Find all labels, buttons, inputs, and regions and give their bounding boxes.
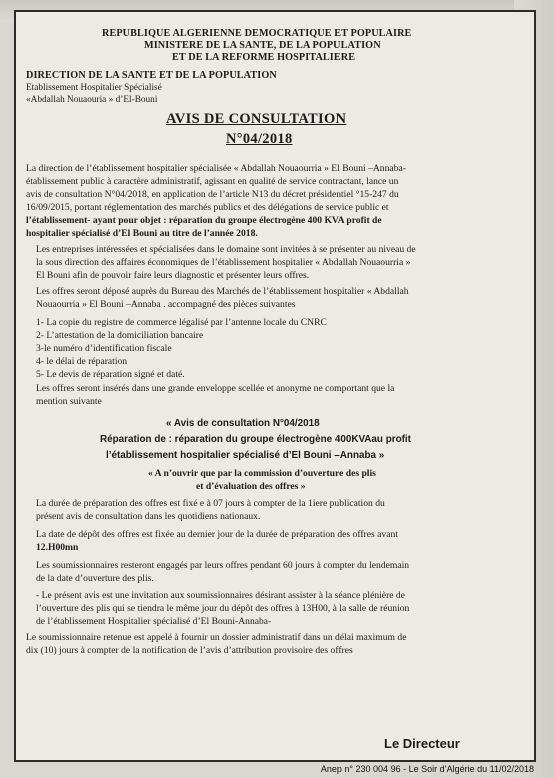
piece-item: 4- le délai de réparation xyxy=(36,356,128,367)
mention-line: « Avis de consultation N°04/2018 xyxy=(166,418,320,429)
para1-line: hospitalier spécialisé d’El Bouni au titre de l’année 2018. xyxy=(26,228,258,239)
para1-line: 16/09/2015, portant réglementation des marchés publics et des délégations de service public et xyxy=(26,202,389,213)
mention-line: « A n’ouvrir que par la commission d’ouverture des plis xyxy=(148,468,376,479)
establishment-name: «Abdallah Nouaouria » d’El-Bouni xyxy=(26,95,158,105)
etablissement-line: Etablissement Hospitalier Spécialisé xyxy=(26,83,162,93)
notice-box xyxy=(14,10,536,762)
para5-line: La durée de préparation des offres est fixé e à 07 jours à compter de la 1iere publication du xyxy=(36,498,385,509)
para4-line: Les offres seront insérés dans une grande enveloppe scellée et anonyme ne comportant que la xyxy=(36,383,395,394)
para4-line: mention suivante xyxy=(36,396,102,407)
para9-line: Le soumissionnaire retenue est appelé à fournir un dossier administratif dans un délai maximum de xyxy=(26,632,407,643)
piece-item: 5- Le devis de réparation signé et daté. xyxy=(36,369,185,380)
para1-line: établissement public à caractère administratif, agissant en qualité de service contractant, lance un xyxy=(26,176,399,187)
notice-number: N°04/2018 xyxy=(226,131,293,147)
para7-line: de la date d’ouverture des plis. xyxy=(36,573,154,584)
mention-line: et d’évaluation des offres » xyxy=(196,481,306,492)
para3-line: Les offres seront déposé auprès du Bureau des Marchés de l’établissement hospitalier « Abdallah xyxy=(36,286,409,297)
ministry-line-2: ET DE LA REFORME HOSPITALIERE xyxy=(172,52,356,63)
piece-item: 3-le numéro d’identification fiscale xyxy=(36,343,172,354)
republic-line: REPUBLIQUE ALGERIENNE DEMOCRATIQUE ET POPULAIRE xyxy=(102,28,412,39)
signature: Le Directeur xyxy=(384,736,460,751)
piece-item: 1- La copie du registre de commerce légalisé par l’antenne locale du CNRC xyxy=(36,317,327,328)
para9-line: dix (10) jours à compter de la notification de l’avis d’attribution provisoire des offres xyxy=(26,645,353,656)
piece-item: 2- L’attestation de la domiciliation bancaire xyxy=(36,330,204,341)
para2-line: Les entreprises intéressées et spécialisées dans le domaine sont invitées à se présenter au niveau de xyxy=(36,244,416,255)
para1-line: La direction de l’établissement hospitalier spécialisée « Abdallah Nouaourria » El Bouni –Annaba- xyxy=(26,163,406,174)
direction-line: DIRECTION DE LA SANTE ET DE LA POPULATION xyxy=(26,70,277,81)
para7-line: Les soumissionnaires resteront engagés par leurs offres pendant 60 jours à compter du lendemain xyxy=(36,560,410,571)
para3-line: Nouaourria » El Bouni –Annaba . accompagné des pièces suivantes xyxy=(36,299,296,310)
notice-title: AVIS DE CONSULTATION xyxy=(166,111,347,127)
ministry-line-1: MINISTERE DE LA SANTE, DE LA POPULATION xyxy=(144,40,381,51)
para2-line: la sous direction des affaires économiques de l’établissement hospitalier « Abdallah Nouaourria » xyxy=(36,257,411,268)
para6-line: La date de dépôt des offres est fixée au dernier jour de la durée de préparation des offres avant xyxy=(36,529,398,540)
para1-line: l’établissement- ayant pour objet : réparation du groupe électrogène 400 KVA profit de xyxy=(26,215,382,226)
mention-line: Réparation de : réparation du groupe électrogène 400KVAau profit xyxy=(100,434,411,445)
publication-footer: Anep n° 230 004 96 - Le Soir d’Algérie du 11/02/2018 xyxy=(320,764,534,774)
para1-line: avis de consultation N°04/2018, en application de l’article N13 du décret présidentiel °15-247 du xyxy=(26,189,399,200)
para8-line: - Le présent avis est une invitation aux soumissionnaires désirant assister à la séance plénière de xyxy=(36,590,405,601)
para8-line: l’ouverture des plis qui se tiendra le même jour du dépôt des offres à 13H00, à la salle de réunion xyxy=(36,603,410,614)
para5-line: présent avis de consultation dans les quotidiens nationaux. xyxy=(36,511,261,522)
para6-line: 12.H00mn xyxy=(36,542,79,553)
mention-line: l’établissement hospitalier spécialisé d’El Bouni –Annaba » xyxy=(106,450,385,461)
para8-line: de l’établissement Hospitalier spécialisé d’El Bouni-Annaba- xyxy=(36,616,272,627)
para2-line: El Bouni afin de pouvoir faire leurs diagnostic et présenter leurs offres. xyxy=(36,270,310,281)
